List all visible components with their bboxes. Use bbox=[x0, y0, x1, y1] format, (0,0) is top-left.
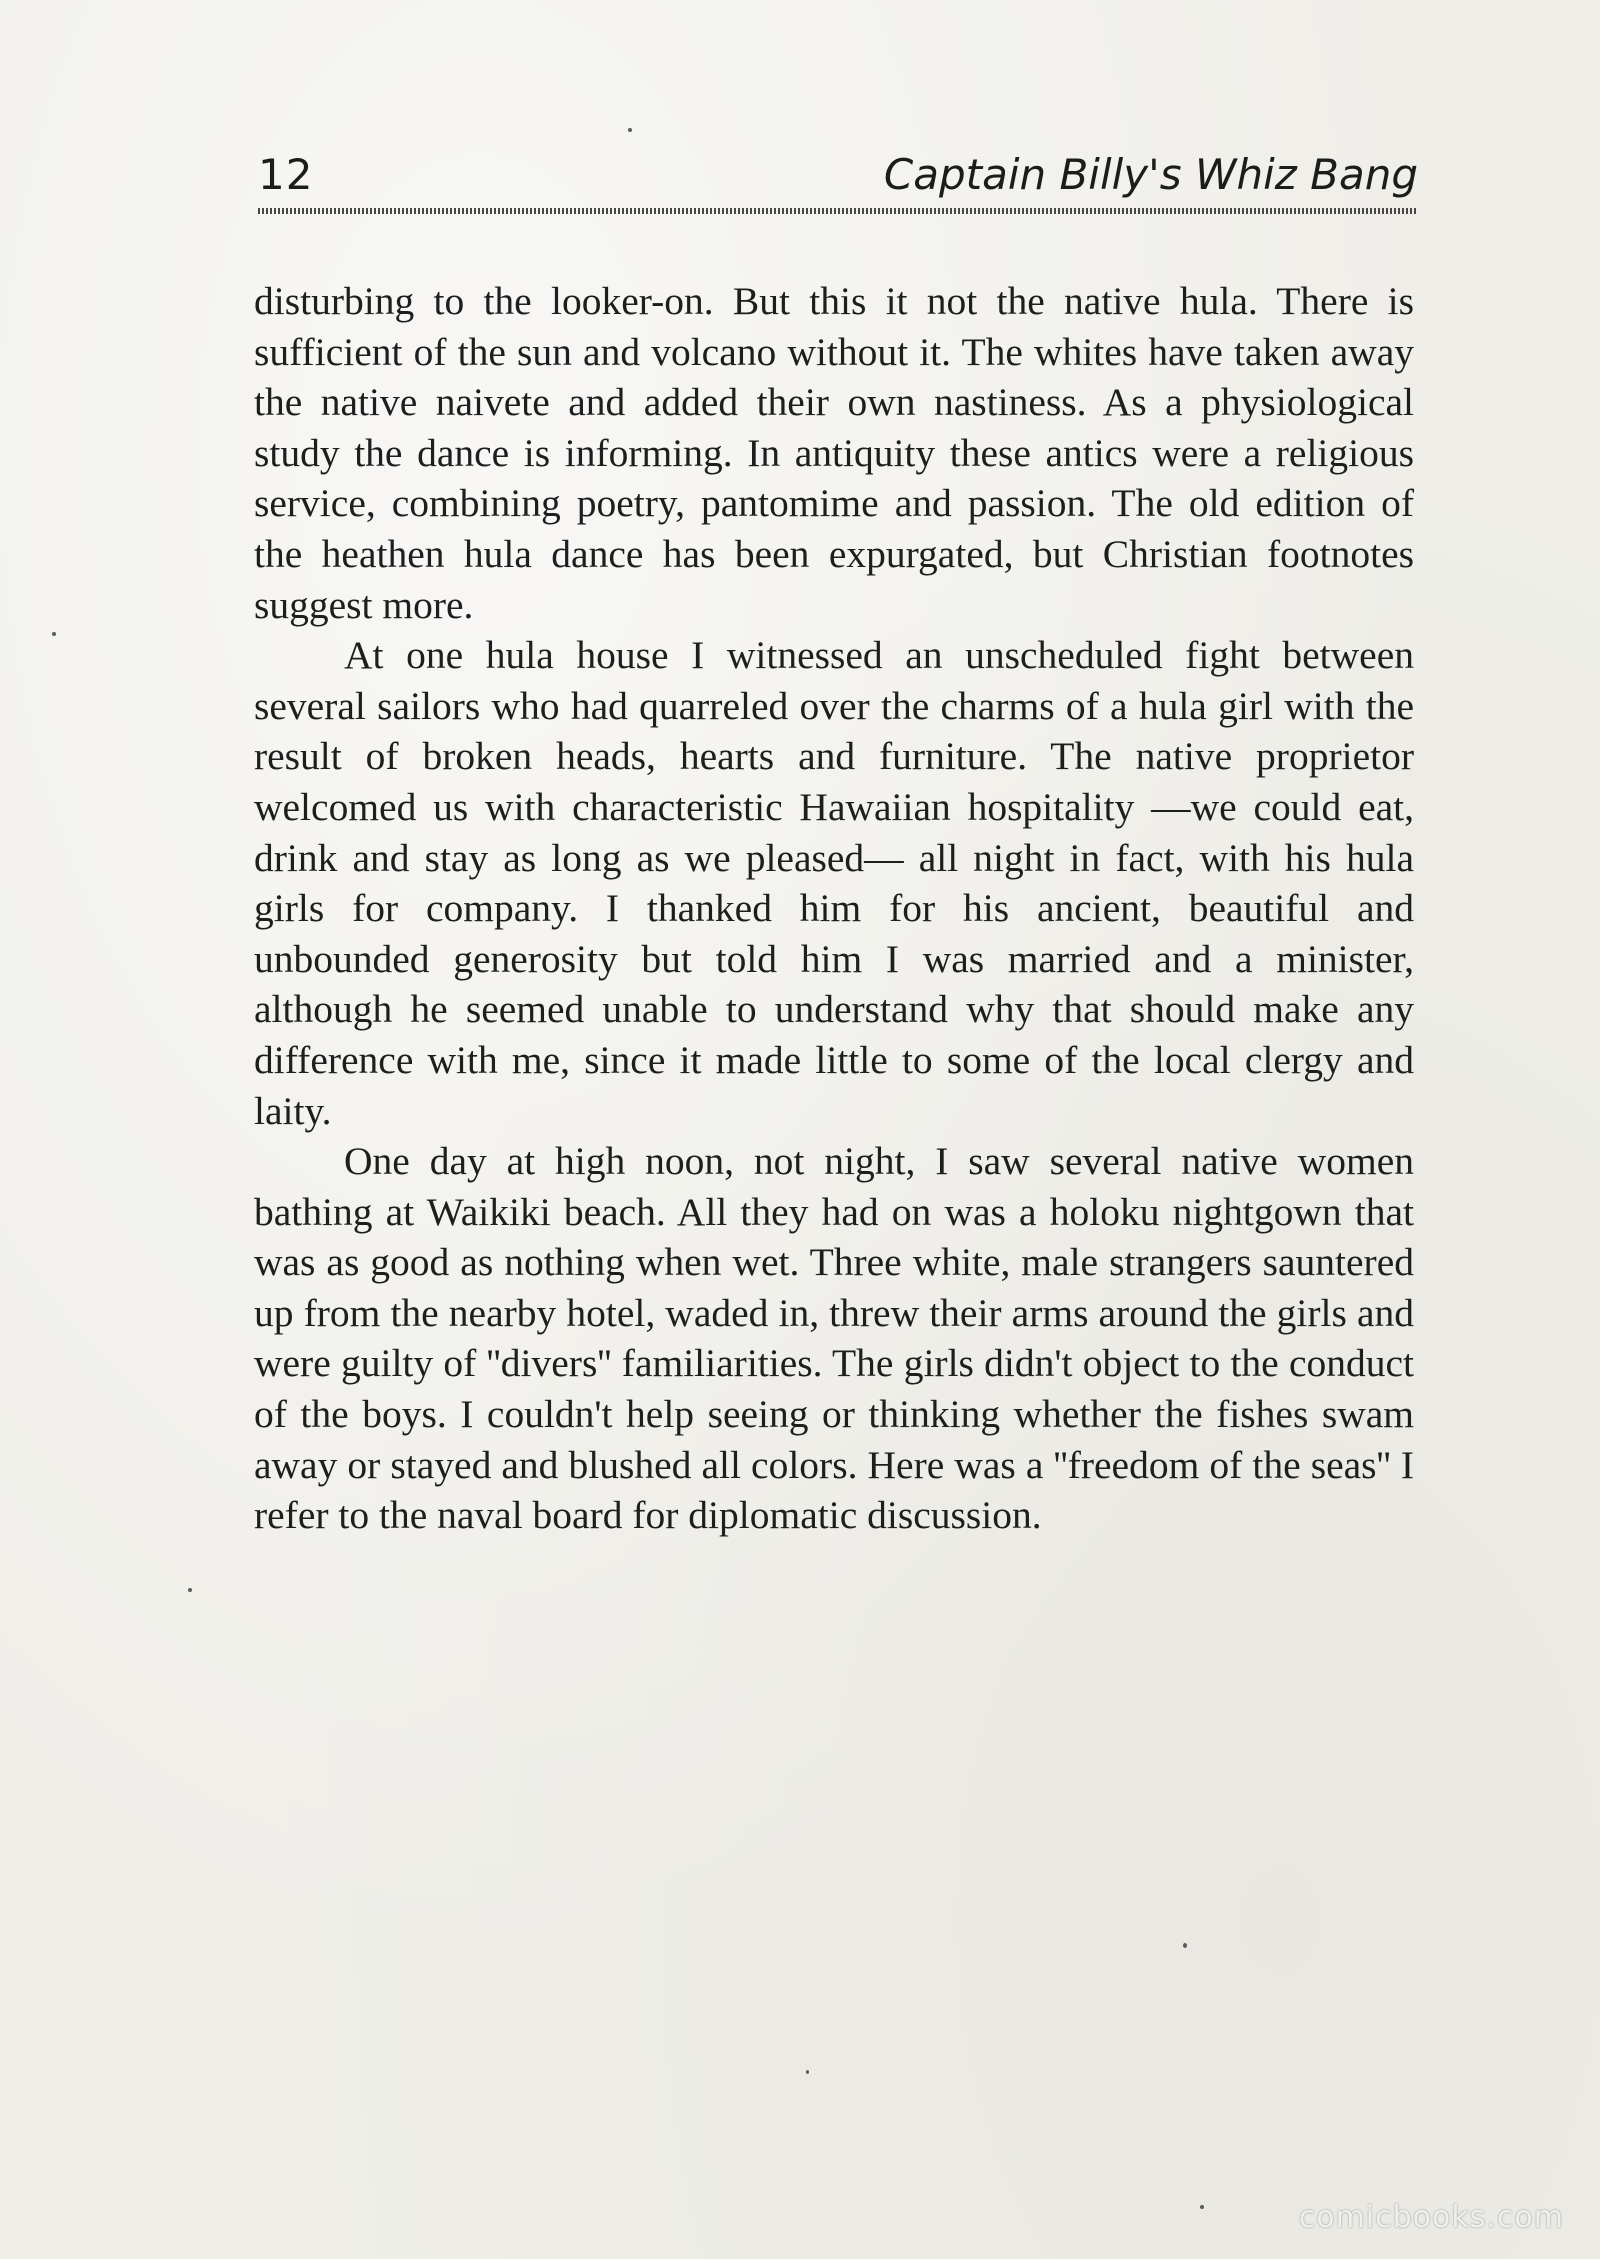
paper-speck bbox=[188, 1588, 192, 1592]
paragraph-2: At one hula house I witnessed an unscheduled fight between several sailors who had quarreled over the charms of a hula girl with the result of broken heads, hearts and furniture. The native proprietor welcomed us with characteristic Hawaiian hospitality —we could eat, drink and stay as long as we pleased— all night in fact, with his hula girls for company. I thanked him for his ancient, beautiful and unbounded generosity but told him I was married and a minister, although he seemed unable to understand why that should make any difference with me, since it made little to some of the local clergy and laity. bbox=[254, 633, 1414, 1133]
paper-speck bbox=[1200, 2205, 1204, 2209]
paper-speck bbox=[1183, 1943, 1187, 1948]
paper-speck bbox=[628, 128, 632, 132]
paper-speck bbox=[52, 632, 56, 636]
paragraph-3: One day at high noon, not night, I saw several native women bathing at Waikiki beach. All they had on was a holoku nightgown that was as good as nothing when wet. Three white, male strangers sauntered up from the nearby hotel, waded in, threw their arms around the girls and were guilty of ''divers'' familiarities. The girls didn't object to the conduct of the boys. I couldn't help seeing or thinking whether the fishes swam away or stayed and blushed all colors. Here was a ''freedom of the seas'' I refer to the naval board for diplomatic discussion. bbox=[254, 1139, 1414, 1538]
page-number: 12 bbox=[258, 150, 314, 199]
running-head bbox=[258, 150, 1418, 216]
paper-speck bbox=[806, 2070, 809, 2074]
paragraph-1: disturbing to the looker-on. But this it not the native hula. There is sufficient of the sun and volcano without it. The whites have taken away the native naivete and added their own nastiness. As a physiological study the dance is informing. In antiquity these antics were a religious service, combining poetry, pantomime and passion. The old edition of the heathen hula dance has been expurgated, but Christian footnotes suggest more. bbox=[254, 279, 1414, 627]
header-rule bbox=[258, 208, 1418, 214]
watermark: comicbooks.com bbox=[1298, 2200, 1564, 2235]
magazine-title: Captain Billy's Whiz Bang bbox=[883, 150, 1418, 199]
article-body bbox=[254, 276, 1414, 1541]
